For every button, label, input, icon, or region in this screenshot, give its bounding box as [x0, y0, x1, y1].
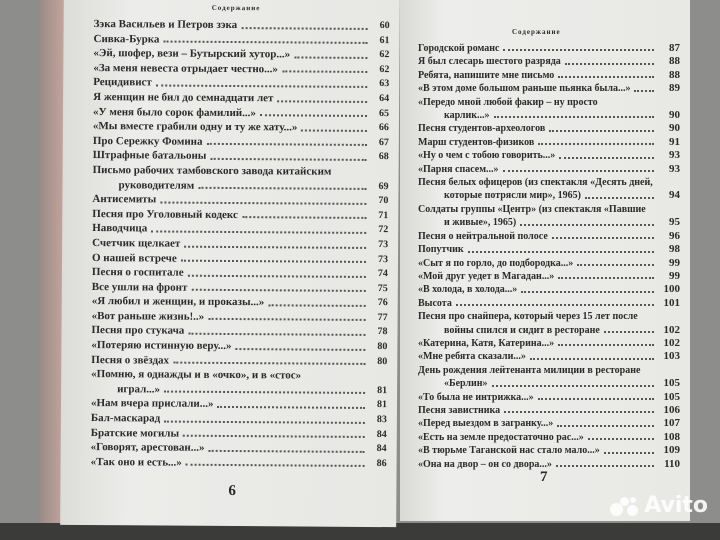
- dot-leader: [217, 406, 365, 409]
- toc-entry: [418, 149, 680, 162]
- right-page: [400, 0, 690, 521]
- dot-leader: [260, 114, 367, 117]
- toc-entry-row: [418, 136, 680, 149]
- dot-leader: [294, 56, 367, 59]
- page-number: 6: [228, 482, 236, 500]
- dot-leader: [557, 425, 654, 427]
- dot-leader: [558, 344, 654, 346]
- entry-title-line: Высота: [418, 297, 452, 309]
- entry-page: 63: [379, 78, 390, 90]
- entry-title-line: Сивка-Бурка: [93, 32, 160, 46]
- entry-title-line: День рождения лейтенанта милиции в ресторане: [418, 364, 641, 376]
- entry-page: 107: [663, 417, 680, 430]
- toc-entry-row: [418, 377, 680, 390]
- toc-entry-row: [418, 270, 680, 283]
- toc-entry-row: [418, 458, 680, 471]
- toc-entry: [418, 257, 680, 270]
- entry-page: 62: [379, 63, 390, 75]
- entry-page: 100: [663, 283, 680, 296]
- dot-leader: [184, 245, 366, 248]
- dot-leader: [282, 71, 367, 74]
- entry-title-line: «Она на двор – он со двора...»: [418, 458, 552, 470]
- entry-title-line: Песня про снайпера, который через 15 лет после: [418, 311, 638, 323]
- dot-leader: [198, 187, 366, 190]
- entry-title-continuation: руководителям: [118, 178, 195, 192]
- entry-page: 95: [669, 216, 680, 229]
- dot-leader: [242, 216, 366, 219]
- toc-entry-row: [418, 257, 680, 270]
- entry-page: 74: [377, 268, 388, 280]
- avito-watermark: [610, 493, 708, 518]
- entry-title-line: «За меня невеста отрыдает честно...»: [93, 61, 279, 76]
- dot-leader: [565, 63, 654, 65]
- toc-entry-row: [418, 189, 680, 202]
- entry-title-line: Песня про Уголовный кодекс: [92, 207, 238, 221]
- entry-page: 70: [378, 195, 389, 207]
- entry-title-line: Песня о звёздах: [91, 353, 170, 367]
- toc-entry-row: [418, 82, 680, 95]
- entry-page: 77: [377, 311, 388, 323]
- toc-entry-row: [418, 230, 680, 243]
- toc-entry: [418, 55, 680, 68]
- entry-title-line: «Сыт я по горло, до подбородка...»: [418, 257, 574, 269]
- entry-title-line: О нашей встрече: [91, 251, 177, 265]
- entry-page: 105: [663, 390, 680, 403]
- dot-leader: [604, 452, 654, 454]
- dot-leader: [207, 143, 367, 146]
- dot-leader: [191, 289, 365, 292]
- entry-page: 93: [669, 149, 680, 162]
- avito-wordmark: Avito: [644, 493, 708, 518]
- entry-page: 73: [377, 253, 389, 265]
- dot-leader: [521, 291, 654, 293]
- toc-entry-row: [418, 324, 680, 337]
- left-page: [60, 0, 400, 527]
- dot-leader: [188, 333, 365, 336]
- entry-title-line: «В этом доме большом раньше пьянка была...»: [418, 83, 631, 95]
- dot-leader: [163, 41, 367, 44]
- dot-leader: [151, 230, 366, 234]
- toc-entry-row: [418, 391, 680, 404]
- entry-title-line: «Так оно и есть...»: [90, 455, 182, 469]
- dot-leader: [456, 304, 654, 306]
- toc-entry: [418, 431, 680, 444]
- entry-title-continuation: войны спился и сидит в ресторане: [444, 324, 600, 336]
- entry-page: 84: [376, 428, 387, 440]
- entry-page: 66: [378, 122, 389, 134]
- toc-entry-row: [418, 55, 680, 68]
- entry-title-line: «Парня спасем...»: [418, 163, 499, 175]
- toc-entry-row: [418, 417, 680, 430]
- entry-title-line: Зэка Васильев и Петров зэка: [93, 18, 238, 32]
- entry-page: 64: [379, 93, 390, 105]
- entry-title-line: «Потеряю истинную веру...»: [91, 339, 232, 353]
- entry-title-line: Наводчица: [92, 222, 148, 235]
- entry-page: 78: [377, 326, 388, 338]
- entry-title-continuation: играл...»: [117, 383, 161, 396]
- entry-title-line: Письмо рабочих тамбовского завода китайским: [92, 163, 332, 178]
- dot-leader: [588, 438, 654, 440]
- entry-page: 99: [669, 269, 680, 282]
- entry-title-line: Марш студентов-физиков: [418, 136, 535, 148]
- dot-leader: [558, 277, 654, 279]
- dot-leader: [634, 90, 654, 92]
- entry-page: 110: [664, 457, 680, 470]
- toc-entry-row: [418, 42, 680, 55]
- entry-page: 90: [669, 122, 680, 135]
- dot-leader: [530, 358, 654, 360]
- entry-page: 76: [377, 297, 388, 309]
- toc-entry: [418, 163, 680, 176]
- dot-leader: [236, 348, 366, 351]
- toc-entry: [418, 136, 680, 149]
- avito-logo-icon: [610, 495, 640, 517]
- toc-entry: [418, 417, 680, 430]
- toc-entry-row: [418, 431, 680, 444]
- entry-title-line: «Говорят, арестован...»: [90, 441, 205, 455]
- entry-title-line: «Мой друг уедет в Магадан...»: [418, 270, 555, 282]
- entry-page: 96: [669, 229, 680, 242]
- entry-page: 109: [663, 444, 680, 457]
- entry-title-line: Все ушли на фронт: [91, 280, 188, 294]
- entry-title-line: Городской романс: [418, 43, 500, 54]
- toc-entry-row: [91, 455, 387, 472]
- entry-title-continuation: карлик...»: [444, 110, 490, 122]
- dot-leader: [559, 157, 654, 159]
- toc-entry: [418, 82, 680, 95]
- toc-entry: [418, 122, 680, 135]
- dot-leader: [181, 260, 366, 263]
- entry-title-line: Братские могилы: [90, 426, 180, 440]
- entry-page: 108: [663, 430, 680, 443]
- dot-leader: [577, 264, 654, 266]
- entry-title-line: Песня про стукача: [91, 324, 185, 338]
- toc-list: [91, 17, 390, 471]
- dot-leader: [504, 411, 654, 413]
- entry-title-line: «Нам вчера прислали...»: [90, 397, 214, 411]
- entry-title-line: Счетчик щелкает: [92, 236, 181, 250]
- entry-title-line: «Катерина, Катя, Катерина...»: [418, 337, 555, 349]
- dot-leader: [186, 464, 365, 467]
- entry-title-line: Песня о госпитале: [91, 266, 184, 279]
- toc-entry-row: [418, 149, 680, 162]
- dot-leader: [552, 237, 654, 239]
- entry-page: 86: [376, 457, 387, 469]
- entry-page: 80: [377, 341, 388, 353]
- entry-title-line: «То была не интрижка...»: [418, 391, 534, 403]
- toc-entry: [91, 455, 387, 472]
- entry-page: 84: [376, 443, 387, 455]
- entry-title-line: «Ну о чем с тобою говорить...»: [418, 150, 556, 162]
- entry-title-continuation: «Берлин»: [444, 378, 488, 390]
- toc-entry-row: [418, 283, 680, 296]
- entry-title-line: Я женщин не бил до семнадцати лет: [93, 91, 274, 105]
- toc-entry: [418, 203, 680, 230]
- entry-page: 87: [669, 42, 680, 54]
- entry-page: 90: [669, 109, 680, 122]
- dot-leader: [210, 158, 366, 161]
- toc-entry-row: [418, 297, 680, 310]
- entry-page: 88: [669, 55, 680, 68]
- entry-page: 105: [663, 377, 680, 390]
- toc-entry: [418, 270, 680, 283]
- dot-leader: [558, 76, 654, 78]
- entry-page: 73: [378, 238, 389, 251]
- entry-page: 68: [378, 151, 389, 163]
- entry-title-line: «Я любил и женщин, и проказы...»: [91, 295, 265, 309]
- dot-leader: [468, 251, 654, 253]
- dot-leader: [301, 129, 367, 131]
- page-number: 7: [540, 469, 548, 485]
- entry-page: 81: [376, 399, 388, 411]
- entry-title-line: Штрафные батальоны: [92, 149, 207, 163]
- entry-page: 101: [663, 296, 680, 309]
- toc-entry-row: [418, 243, 680, 256]
- entry-title-line: Песня завистника: [418, 404, 501, 416]
- dot-leader: [538, 143, 654, 145]
- toc-entry: [91, 367, 387, 398]
- toc-entry: [418, 458, 680, 471]
- dot-leader: [494, 116, 654, 118]
- dot-leader: [549, 130, 654, 132]
- toc-entry: [418, 364, 680, 391]
- page-header: Содержание: [211, 3, 261, 13]
- entry-page: 83: [376, 414, 387, 426]
- toc-entry: [418, 310, 680, 337]
- entry-title-line: «Мне ребята сказали...»: [418, 351, 526, 363]
- toc-entry: [418, 69, 680, 82]
- dot-leader: [241, 27, 367, 30]
- dot-leader: [208, 450, 364, 453]
- entry-title-line: «Есть на земле предостаточно рас...»: [418, 431, 584, 443]
- entry-page: 69: [378, 180, 389, 192]
- toc-entry-row: [418, 109, 680, 122]
- dot-leader: [188, 274, 366, 277]
- dot-leader: [208, 318, 365, 321]
- toc-entry: [418, 444, 680, 457]
- entry-title-line: Я был слесарь шестого разряда: [418, 56, 561, 68]
- toc-list: [418, 42, 680, 471]
- dot-leader: [277, 100, 367, 103]
- toc-entry-row: [418, 350, 680, 363]
- toc-entry: [418, 243, 680, 256]
- toc-entry: [418, 283, 680, 296]
- dot-leader: [492, 385, 655, 387]
- toc-entry-row: [418, 122, 680, 135]
- entry-page: 61: [379, 34, 390, 46]
- entry-page: 102: [663, 336, 680, 349]
- entry-title-line: Песня о нейтральной полосе: [418, 230, 548, 242]
- entry-title-line: «Мы вместе грабили одну и ту же хату...»: [92, 120, 298, 134]
- dot-leader: [160, 201, 366, 204]
- entry-title-line: «Вот раньше жизнь!..»: [91, 309, 205, 323]
- entry-title-line: «В тюрьме Таганской нас стало мало...»: [418, 445, 600, 457]
- entry-title-line: «В холода, в холода...»: [418, 284, 518, 296]
- entry-page: 80: [377, 355, 388, 367]
- entry-page: 75: [377, 282, 388, 294]
- entry-title-continuation: которые потрясли мир», 1965): [444, 190, 581, 202]
- toc-entry-row: [418, 404, 680, 417]
- toc-entry: [418, 350, 680, 363]
- entry-page: 81: [377, 384, 388, 396]
- entry-page: 93: [669, 162, 680, 175]
- entry-page: 94: [669, 189, 680, 202]
- entry-page: 60: [379, 20, 390, 32]
- entry-title-line: Антисемиты: [92, 193, 157, 206]
- entry-title-continuation: и живые», 1965): [444, 217, 517, 229]
- entry-page: 102: [663, 323, 680, 336]
- dot-leader: [585, 197, 654, 199]
- entry-page: 72: [378, 224, 389, 236]
- toc-entry: [418, 230, 680, 243]
- toc-entry: [418, 391, 680, 404]
- entry-page: 103: [663, 350, 680, 363]
- entry-page: 99: [669, 256, 680, 269]
- entry-title-line: Рецидивист: [93, 76, 152, 89]
- dot-leader: [520, 224, 654, 226]
- dot-leader: [538, 398, 654, 400]
- entry-title-line: Бал-маскарад: [90, 412, 161, 425]
- toc-entry: [92, 163, 388, 194]
- entry-page: 62: [379, 49, 390, 61]
- dot-leader: [604, 331, 654, 333]
- dot-leader: [164, 391, 365, 394]
- entry-page: 71: [378, 209, 389, 221]
- page-header: Содержание: [512, 28, 561, 36]
- dot-leader: [556, 465, 654, 467]
- entry-title-line: Песня студентов-археологов: [418, 123, 546, 135]
- entry-title-line: «У меня было сорок фамилий...»: [92, 105, 256, 119]
- entry-title-line: Ребята, напишите мне письмо: [418, 69, 555, 81]
- toc-entry-row: [418, 163, 680, 176]
- toc-entry: [418, 337, 680, 350]
- toc-entry-row: [418, 216, 680, 229]
- toc-entry: [418, 42, 680, 55]
- dot-leader: [268, 304, 365, 307]
- entry-title-line: «Перед выездом в загранку...»: [418, 418, 554, 430]
- toc-entry-row: [418, 69, 680, 82]
- entry-page: 91: [669, 135, 680, 148]
- toc-entry: [418, 176, 680, 203]
- entry-page: 65: [378, 107, 390, 119]
- entry-title-line: Солдаты группы «Центр» (из спектакля «Павшие: [418, 203, 646, 215]
- toc-entry: [418, 96, 680, 123]
- entry-page: 88: [669, 68, 680, 81]
- toc-entry-row: [418, 337, 680, 350]
- entry-page: 98: [669, 243, 680, 256]
- dot-leader: [156, 84, 367, 87]
- dot-leader: [183, 435, 365, 438]
- entry-title-line: «Передо мной любой факир – ну просто: [418, 96, 598, 108]
- dot-leader: [173, 362, 365, 365]
- dot-leader: [164, 420, 365, 423]
- entry-page: 67: [378, 136, 389, 148]
- dot-leader: [503, 49, 654, 51]
- toc-entry: [418, 297, 680, 310]
- entry-title-line: «Эй, шофер, вези – Бутырский хутор...»: [93, 47, 291, 61]
- entry-title-line: Попутчик: [418, 244, 464, 256]
- entry-title-line: «Помню, я однажды и в «очко», и в «стос»: [91, 368, 302, 382]
- toc-entry: [418, 404, 680, 417]
- entry-page: 106: [663, 403, 680, 416]
- dot-leader: [503, 170, 654, 172]
- toc-entry-row: [418, 444, 680, 457]
- entry-page: 89: [669, 82, 680, 95]
- entry-title-line: Про Сережку Фомина: [92, 134, 203, 148]
- entry-title-line: Песня белых офицеров (из спектакля «Десять дней,: [418, 177, 653, 189]
